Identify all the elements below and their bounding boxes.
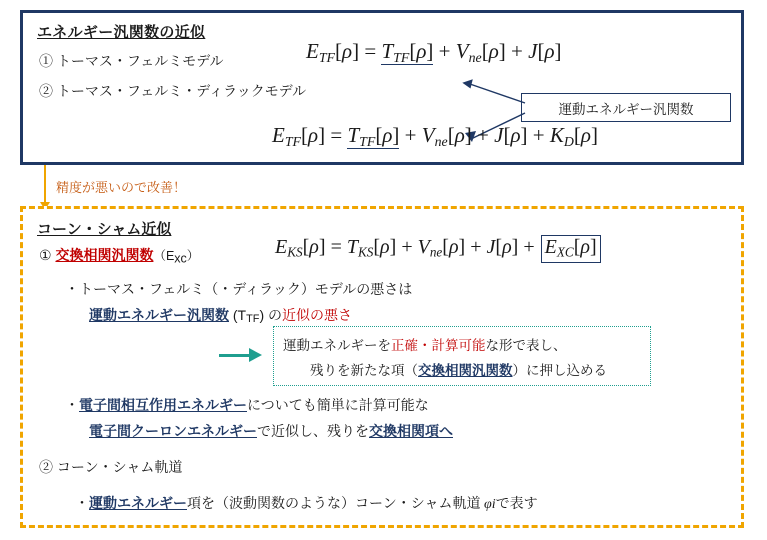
strategy-line1-a: 運動エネルギーを [283, 338, 391, 353]
eqks-vne-term: $V_{ne}[\rho]$ [417, 236, 466, 260]
ks-item1-paren-close: ） [186, 249, 200, 263]
callout-label: 運動エネルギー汎関数 [558, 101, 694, 117]
electron-interaction-line2 [89, 421, 453, 441]
ks-item2-prefix: ② [39, 459, 57, 475]
kinetic-functional-symbol: (T [229, 307, 247, 323]
equation-kohn-sham [275, 235, 601, 263]
eq2-equals: = [330, 123, 348, 147]
kohn-sham-orbital-description [75, 493, 538, 513]
eq1-j-term: J[ρ] [528, 39, 562, 63]
eq2-kd-term: $K_D[\rho]$ [549, 123, 599, 149]
bullet3-middle: 項を（波動関数のような） [187, 495, 355, 511]
eq2-kinetic-term: $T_{TF}[\rho]$ [347, 123, 400, 149]
ks-item1-prefix: ① [39, 247, 56, 263]
eqks-plus1: + [401, 236, 418, 258]
eq1-vne-term: $V_{ne}[\rho]$ [455, 39, 506, 65]
kinetic-functional-symbol-sub: TF [246, 312, 260, 325]
eq2-lhs: $E_{TF}[\rho]$ [272, 123, 326, 149]
eq2-plus3: + [532, 123, 550, 147]
thomas-fermi-model-item: ① トーマス・フェルミモデル [39, 53, 224, 69]
bullet3-marker: ・ [75, 495, 89, 511]
equation-thomas-fermi [306, 39, 562, 66]
kohn-sham-approximation-box [20, 206, 744, 528]
eq1-plus1: + [438, 39, 456, 63]
eqks-plus3: + [523, 236, 540, 258]
ks-item1-paren-sub: xc [174, 251, 187, 266]
eq1-plus2: + [511, 39, 529, 63]
top-box-title: エネルギー汎関数の近似 [37, 24, 206, 41]
eq2-plus2: + [477, 123, 495, 147]
bullet3-end: で表す [495, 495, 538, 511]
strategy-line2 [310, 359, 607, 379]
exchange-correlation-term-link: 交換相関項へ [369, 423, 453, 439]
callout-arrow-upper [463, 79, 533, 109]
bullet2-marker: ・ [65, 397, 79, 413]
green-arrow-icon [219, 343, 265, 367]
phi-symbol: φi [480, 497, 496, 512]
strategy-line2-a: 残りを新たな項（ [310, 363, 418, 378]
eq1-kinetic-term: $T_{TF}[\rho]$ [381, 39, 434, 65]
kinetic-functional-close: ) の [259, 307, 282, 323]
strategy-line1-c: な形で表し、 [485, 338, 567, 353]
equation-thomas-fermi-dirac [272, 123, 598, 150]
transition-arrow-icon [44, 165, 46, 203]
kinetic-functional-term: 運動エネルギー汎関数 [89, 307, 229, 323]
eqks-lhs: $E_{KS}[\rho]$ [275, 236, 326, 260]
electron-interaction-line1 [65, 395, 429, 415]
kohn-sham-orbital-item [39, 457, 182, 477]
approximation-weakness-text: 近似の悪さ [282, 307, 352, 323]
ks-item1-label: 交換相関汎関数 [55, 247, 154, 263]
ks-item1-paren-open: （E [153, 249, 175, 263]
eqks-j-term: J[ρ] [486, 236, 519, 258]
strategy-line1-highlight: 正確・計算可能 [391, 338, 486, 353]
eqks-kinetic-term: $T_{KS}[\rho]$ [346, 236, 397, 260]
eq2-j-term: J[ρ] [494, 123, 528, 147]
energy-functional-approximation-box [20, 10, 744, 165]
bottom-box-title: コーン・シャム近似 [37, 221, 172, 238]
tf-weakness-line2 [89, 305, 352, 325]
kinetic-energy-term-link: 運動エネルギー [89, 495, 187, 511]
ks-item2-label: コーン・シャム軌道 [56, 459, 183, 475]
strategy-line2-c: ）に押し込める [512, 363, 607, 378]
eqks-equals: = [330, 236, 347, 258]
eqks-plus2: + [470, 236, 487, 258]
electron-interaction-rest: についても簡単に計算可能な [247, 397, 429, 413]
exchange-correlation-functional-item [39, 245, 199, 265]
electron-interaction-energy-term: 電子間相互作用エネルギー [79, 397, 247, 413]
kohn-sham-orbital-link: コーン・シャム軌道 [355, 495, 481, 511]
kinetic-energy-functional-callout [521, 93, 731, 122]
eq2-vne-term: $V_{ne}[\rho]$ [421, 123, 472, 149]
strategy-line1 [283, 334, 567, 354]
thomas-fermi-dirac-model-item: ② トーマス・フェルミ・ディラックモデル [39, 83, 307, 99]
tf-weakness-line1: ・トーマス・フェルミ（・ディラック）モデルの悪さは [65, 281, 413, 297]
strategy-line2-highlight: 交換相関汎関数 [418, 363, 513, 378]
eq1-lhs: $E_{TF}[\rho]$ [306, 39, 360, 65]
kinetic-energy-strategy-box [273, 326, 651, 386]
coulomb-energy-rest: で近似し、残りを [257, 423, 369, 439]
improvement-note: 精度が悪いので改善！ [56, 180, 187, 195]
eqks-exc-term-boxed: $E_{XC}[\rho]$ [541, 235, 601, 263]
coulomb-energy-term: 電子間クーロンエネルギー [89, 423, 257, 439]
eq1-equals: = [364, 39, 382, 63]
eq2-plus1: + [404, 123, 422, 147]
